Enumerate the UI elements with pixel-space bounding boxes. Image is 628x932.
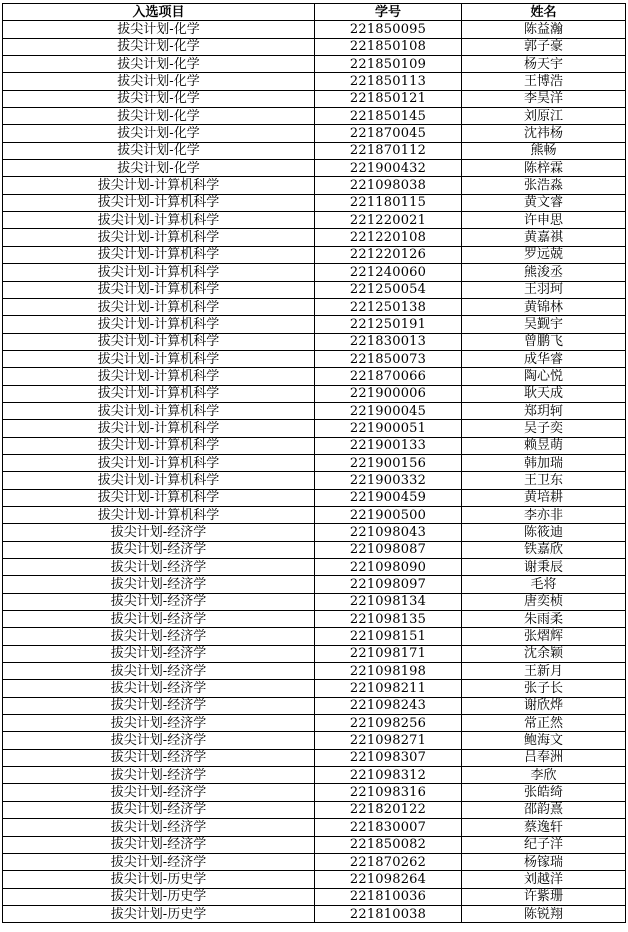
- cell-name: 陶心悦: [462, 368, 626, 385]
- cell-name: 沈余颖: [462, 645, 626, 662]
- header-name: 姓名: [462, 4, 626, 21]
- cell-student-id: 221098134: [315, 593, 462, 610]
- cell-name: 吕奉洲: [462, 749, 626, 766]
- cell-student-id: 221850082: [315, 836, 462, 853]
- table-row: [3, 38, 626, 55]
- cell-name: 沈祎杨: [462, 125, 626, 142]
- cell-name: 杨天宇: [462, 56, 626, 73]
- cell-name: 吴觐宇: [462, 316, 626, 333]
- cell-program: 拔尖计划-经济学: [3, 767, 315, 784]
- cell-name: 赖昱萌: [462, 437, 626, 454]
- cell-name: 刘越洋: [462, 871, 626, 888]
- cell-program: 拔尖计划-计算机科学: [3, 506, 315, 523]
- cell-program: 拔尖计划-经济学: [3, 801, 315, 818]
- cell-student-id: 221870262: [315, 853, 462, 870]
- cell-student-id: 221900045: [315, 402, 462, 419]
- cell-student-id: 221900432: [315, 160, 462, 177]
- cell-name: 许紫珊: [462, 888, 626, 905]
- cell-name: 陈梓霖: [462, 160, 626, 177]
- cell-name: 黄文睿: [462, 194, 626, 211]
- cell-program: 拔尖计划-计算机科学: [3, 281, 315, 298]
- cell-name: 常正然: [462, 715, 626, 732]
- cell-name: 张皓绮: [462, 784, 626, 801]
- table-row: [3, 715, 626, 732]
- table-row: [3, 125, 626, 142]
- table-row: [3, 489, 626, 506]
- cell-student-id: 221098198: [315, 663, 462, 680]
- cell-student-id: 221098043: [315, 524, 462, 541]
- cell-student-id: 221850109: [315, 56, 462, 73]
- cell-program: 拔尖计划-历史学: [3, 888, 315, 905]
- table-row: [3, 853, 626, 870]
- table-row: [3, 402, 626, 419]
- cell-student-id: 221850145: [315, 108, 462, 125]
- cell-name: 陈筱迪: [462, 524, 626, 541]
- table-row: [3, 350, 626, 367]
- cell-name: 黄锦林: [462, 298, 626, 315]
- cell-name: 铁嘉欣: [462, 541, 626, 558]
- cell-program: 拔尖计划-化学: [3, 38, 315, 55]
- cell-program: 拔尖计划-经济学: [3, 680, 315, 697]
- cell-program: 拔尖计划-化学: [3, 125, 315, 142]
- cell-student-id: 221850121: [315, 90, 462, 107]
- cell-program: 拔尖计划-经济学: [3, 559, 315, 576]
- cell-name: 韩加瑞: [462, 454, 626, 471]
- table-row: [3, 177, 626, 194]
- table-row: [3, 680, 626, 697]
- cell-name: 熊畅: [462, 142, 626, 159]
- cell-program: 拔尖计划-计算机科学: [3, 437, 315, 454]
- table-row: [3, 385, 626, 402]
- cell-program: 拔尖计划-计算机科学: [3, 350, 315, 367]
- cell-program: 拔尖计划-经济学: [3, 593, 315, 610]
- cell-name: 郭子豪: [462, 38, 626, 55]
- cell-name: 张子长: [462, 680, 626, 697]
- cell-name: 李亦非: [462, 506, 626, 523]
- cell-student-id: 221850108: [315, 38, 462, 55]
- table-row: [3, 298, 626, 315]
- cell-student-id: 221850113: [315, 73, 462, 90]
- cell-name: 鲍海文: [462, 732, 626, 749]
- table-row: [3, 576, 626, 593]
- table-body: [3, 21, 626, 923]
- cell-program: 拔尖计划-化学: [3, 160, 315, 177]
- cell-name: 王卫东: [462, 472, 626, 489]
- cell-student-id: 221098097: [315, 576, 462, 593]
- table-row: [3, 194, 626, 211]
- cell-student-id: 221098256: [315, 715, 462, 732]
- cell-program: 拔尖计划-经济学: [3, 524, 315, 541]
- table-row: [3, 801, 626, 818]
- table-row: [3, 454, 626, 471]
- table-row: [3, 905, 626, 922]
- cell-student-id: 221098087: [315, 541, 462, 558]
- cell-student-id: 221810036: [315, 888, 462, 905]
- table-row: [3, 888, 626, 905]
- cell-program: 拔尖计划-计算机科学: [3, 402, 315, 419]
- table-row: [3, 541, 626, 558]
- cell-program: 拔尖计划-经济学: [3, 628, 315, 645]
- cell-student-id: 221900006: [315, 385, 462, 402]
- cell-student-id: 221830013: [315, 333, 462, 350]
- cell-program: 拔尖计划-计算机科学: [3, 368, 315, 385]
- cell-name: 谢欣烨: [462, 697, 626, 714]
- cell-name: 陈锐翔: [462, 905, 626, 922]
- cell-name: 黄嘉祺: [462, 229, 626, 246]
- cell-name: 杨镓瑞: [462, 853, 626, 870]
- cell-name: 王新月: [462, 663, 626, 680]
- cell-student-id: 221098271: [315, 732, 462, 749]
- table-row: [3, 108, 626, 125]
- cell-student-id: 221098211: [315, 680, 462, 697]
- cell-name: 许申思: [462, 212, 626, 229]
- cell-student-id: 221240060: [315, 264, 462, 281]
- cell-program: 拔尖计划-计算机科学: [3, 420, 315, 437]
- table-row: [3, 160, 626, 177]
- cell-name: 张浩淼: [462, 177, 626, 194]
- table-row: [3, 368, 626, 385]
- table-row: [3, 732, 626, 749]
- cell-student-id: 221098171: [315, 645, 462, 662]
- cell-program: 拔尖计划-经济学: [3, 715, 315, 732]
- table-row: [3, 524, 626, 541]
- table-row: [3, 559, 626, 576]
- cell-student-id: 221098316: [315, 784, 462, 801]
- cell-student-id: 221098038: [315, 177, 462, 194]
- cell-program: 拔尖计划-化学: [3, 21, 315, 38]
- cell-program: 拔尖计划-化学: [3, 73, 315, 90]
- cell-student-id: 221870112: [315, 142, 462, 159]
- cell-name: 朱雨柔: [462, 611, 626, 628]
- cell-program: 拔尖计划-计算机科学: [3, 246, 315, 263]
- cell-name: 罗远兢: [462, 246, 626, 263]
- selection-list-table: [2, 3, 626, 923]
- cell-name: 谢秉辰: [462, 559, 626, 576]
- cell-name: 曾鹏飞: [462, 333, 626, 350]
- cell-student-id: 221220126: [315, 246, 462, 263]
- cell-program: 拔尖计划-计算机科学: [3, 177, 315, 194]
- cell-program: 拔尖计划-计算机科学: [3, 316, 315, 333]
- table-row: [3, 871, 626, 888]
- cell-program: 拔尖计划-经济学: [3, 697, 315, 714]
- cell-program: 拔尖计划-经济学: [3, 749, 315, 766]
- table-row: [3, 21, 626, 38]
- cell-student-id: 221900051: [315, 420, 462, 437]
- cell-name: 邵韵熹: [462, 801, 626, 818]
- table-row: [3, 628, 626, 645]
- table-row: [3, 246, 626, 263]
- table-row: [3, 663, 626, 680]
- cell-program: 拔尖计划-经济学: [3, 663, 315, 680]
- cell-name: 吴子奕: [462, 420, 626, 437]
- table-row: [3, 593, 626, 610]
- cell-program: 拔尖计划-计算机科学: [3, 333, 315, 350]
- cell-program: 拔尖计划-经济学: [3, 541, 315, 558]
- cell-student-id: 221250138: [315, 298, 462, 315]
- cell-name: 王博浩: [462, 73, 626, 90]
- table-row: [3, 333, 626, 350]
- cell-name: 耿天成: [462, 385, 626, 402]
- cell-name: 郑玥轲: [462, 402, 626, 419]
- cell-student-id: 221220108: [315, 229, 462, 246]
- table-row: [3, 316, 626, 333]
- table-row: [3, 767, 626, 784]
- cell-program: 拔尖计划-经济学: [3, 732, 315, 749]
- cell-program: 拔尖计划-经济学: [3, 819, 315, 836]
- cell-program: 拔尖计划-经济学: [3, 784, 315, 801]
- cell-student-id: 221900332: [315, 472, 462, 489]
- cell-name: 纪子洋: [462, 836, 626, 853]
- header-student-id: 学号: [315, 4, 462, 21]
- cell-program: 拔尖计划-经济学: [3, 645, 315, 662]
- cell-name: 李昊洋: [462, 90, 626, 107]
- cell-student-id: 221830007: [315, 819, 462, 836]
- cell-name: 刘原江: [462, 108, 626, 125]
- table-row: [3, 506, 626, 523]
- cell-student-id: 221820122: [315, 801, 462, 818]
- cell-name: 王羽珂: [462, 281, 626, 298]
- cell-student-id: 221098243: [315, 697, 462, 714]
- cell-program: 拔尖计划-化学: [3, 90, 315, 107]
- table-row: [3, 56, 626, 73]
- cell-program: 拔尖计划-历史学: [3, 905, 315, 922]
- table-row: [3, 611, 626, 628]
- cell-program: 拔尖计划-计算机科学: [3, 472, 315, 489]
- cell-program: 拔尖计划-化学: [3, 142, 315, 159]
- cell-name: 李欣: [462, 767, 626, 784]
- table-row: [3, 229, 626, 246]
- table-row: [3, 645, 626, 662]
- cell-name: 毛将: [462, 576, 626, 593]
- cell-program: 拔尖计划-历史学: [3, 871, 315, 888]
- cell-program: 拔尖计划-经济学: [3, 576, 315, 593]
- cell-program: 拔尖计划-经济学: [3, 853, 315, 870]
- cell-student-id: 221098090: [315, 559, 462, 576]
- cell-student-id: 221250191: [315, 316, 462, 333]
- cell-student-id: 221098264: [315, 871, 462, 888]
- cell-program: 拔尖计划-计算机科学: [3, 489, 315, 506]
- cell-student-id: 221098135: [315, 611, 462, 628]
- cell-program: 拔尖计划-计算机科学: [3, 212, 315, 229]
- cell-student-id: 221850095: [315, 21, 462, 38]
- cell-name: 蔡逸轩: [462, 819, 626, 836]
- table-row: [3, 420, 626, 437]
- cell-student-id: 221098151: [315, 628, 462, 645]
- table-row: [3, 281, 626, 298]
- cell-program: 拔尖计划-计算机科学: [3, 264, 315, 281]
- cell-program: 拔尖计划-计算机科学: [3, 454, 315, 471]
- header-program: 入选项目: [3, 4, 315, 21]
- cell-student-id: 221870066: [315, 368, 462, 385]
- cell-name: 熊浚丞: [462, 264, 626, 281]
- table-row: [3, 784, 626, 801]
- cell-name: 黄培耕: [462, 489, 626, 506]
- table-row: [3, 212, 626, 229]
- table-row: [3, 142, 626, 159]
- cell-program: 拔尖计划-经济学: [3, 836, 315, 853]
- cell-name: 陈益瀚: [462, 21, 626, 38]
- cell-name: 成华睿: [462, 350, 626, 367]
- cell-program: 拔尖计划-化学: [3, 56, 315, 73]
- table-row: [3, 264, 626, 281]
- cell-student-id: 221250054: [315, 281, 462, 298]
- cell-student-id: 221900133: [315, 437, 462, 454]
- cell-student-id: 221220021: [315, 212, 462, 229]
- table-row: [3, 472, 626, 489]
- cell-program: 拔尖计划-计算机科学: [3, 298, 315, 315]
- cell-name: 张熠辉: [462, 628, 626, 645]
- cell-program: 拔尖计划-计算机科学: [3, 229, 315, 246]
- table-row: [3, 836, 626, 853]
- table-row: [3, 73, 626, 90]
- cell-program: 拔尖计划-经济学: [3, 611, 315, 628]
- table-row: [3, 819, 626, 836]
- cell-student-id: 221098307: [315, 749, 462, 766]
- cell-student-id: 221850073: [315, 350, 462, 367]
- cell-student-id: 221900156: [315, 454, 462, 471]
- table-row: [3, 437, 626, 454]
- cell-student-id: 221870045: [315, 125, 462, 142]
- cell-student-id: 221098312: [315, 767, 462, 784]
- cell-program: 拔尖计划-化学: [3, 108, 315, 125]
- table-row: [3, 697, 626, 714]
- cell-name: 唐奕桢: [462, 593, 626, 610]
- table-row: [3, 749, 626, 766]
- cell-program: 拔尖计划-计算机科学: [3, 194, 315, 211]
- cell-student-id: 221810038: [315, 905, 462, 922]
- cell-student-id: 221900500: [315, 506, 462, 523]
- cell-student-id: 221180115: [315, 194, 462, 211]
- cell-program: 拔尖计划-计算机科学: [3, 385, 315, 402]
- header-row: [3, 4, 626, 21]
- cell-student-id: 221900459: [315, 489, 462, 506]
- table-row: [3, 90, 626, 107]
